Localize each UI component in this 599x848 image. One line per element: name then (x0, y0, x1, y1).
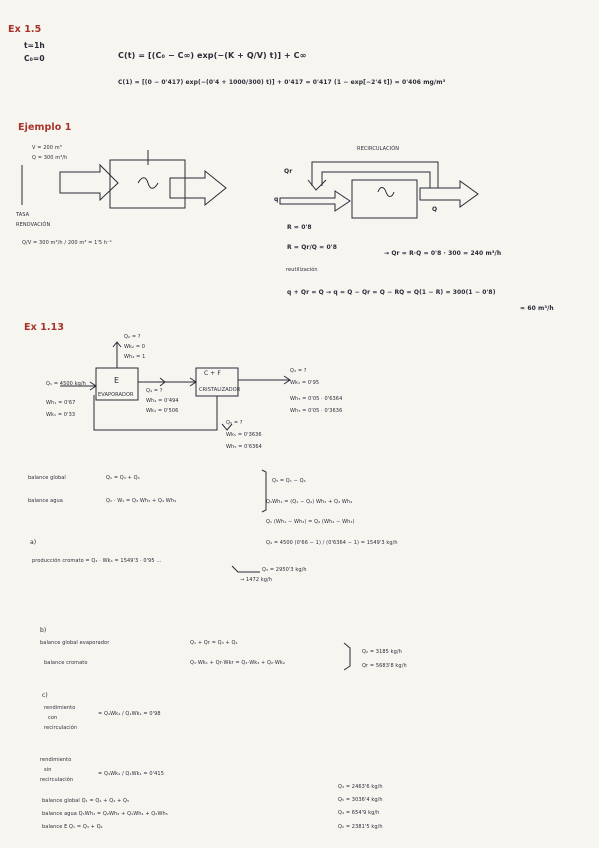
recirc-arrowhead (308, 180, 326, 190)
right-eq-3: Q₁ (Wh₁ − Wh₃) = Q₄ (Wh₄ − Wh₃) (266, 519, 355, 525)
c-con-label: con (48, 715, 58, 721)
d-result-4: Q₂ = 2381'5 kg/h (338, 824, 383, 830)
wh3-label-a: Wh₃ = 0'05 · 0'6364 (290, 396, 343, 402)
given-c0: C₀=0 (24, 54, 45, 63)
inlet-arrow (60, 165, 118, 200)
d-recirc-label: recirculación (40, 777, 74, 783)
wk2-label: Wk₂ = 0 (124, 344, 146, 350)
wk4-label: Wk₄ = 0'506 (146, 408, 179, 414)
q3-result: Q₃ = 2950'3 kg/h (262, 567, 307, 573)
d-bal-agua: balance agua Q₁Wh₁ = Q₂Wh₂ + Q₄Wh₄ + Q₅Wh₅ (42, 811, 168, 817)
part-a: a) (30, 539, 37, 546)
q1-label: Q₁ = 4500 kg/h (46, 381, 86, 387)
crystallizer-label: CRISTALIZADOR (199, 387, 241, 393)
right-eq-2: Q₁Wh₁ = (Q₁ − Q₄) Wh₃ + Q₄ Wh₄ (266, 499, 353, 505)
qr-calc: → Qr = R·Q = 0'8 · 300 = 240 m³/h (384, 250, 502, 257)
recirc-tank-box (352, 180, 417, 218)
c-rend-eq: = Q₄Wk₄ / Q₁Wk₁ = 0'98 (98, 711, 161, 717)
recirc-stirrer-symbol (378, 188, 394, 197)
evaporator-label: EVAPORADOR (98, 392, 134, 398)
bal-global-eq: Q₁ = Q₃ + Q₄ (106, 475, 140, 481)
d-bal-e: balance E Q₁ = Q₃ + Q₂ (42, 824, 103, 830)
arrow-q3 (232, 566, 260, 572)
part-b: b) (40, 627, 47, 634)
formula-numeric: C(1) = [(0 − 0'417) exp(−(0'4 + 1000/300) t)] + 0'417 = 0'417 (1 − exp[−2'4 t]) = 0'406 mg/m³ (118, 79, 446, 86)
outlet-arrow (170, 171, 226, 205)
right-eq-1: Q₃ = Q₁ − Q₄ (272, 478, 306, 484)
formula-general: C(t) = [(C₀ − C∞) exp(−(K + Q/V) t)] + C∞ (118, 51, 307, 60)
produccion-eq: producción cromato = Q₄ · Wk₄ = 1549'3 · 0'95 ... (32, 558, 162, 564)
r-def: R = Qr/Q = 0'8 (287, 244, 337, 251)
outlet-q-arrow (420, 181, 478, 207)
inlet-q-arrow (280, 191, 350, 211)
label-qr: Qr (284, 168, 293, 175)
c-rend-label: rendimiento (44, 705, 76, 711)
d-bal-global: balance global Q₁ = Q₂ + Q₄ + Q₅ (42, 798, 130, 804)
d-result-2: Q₅ = 3036'4 kg/h (338, 797, 383, 803)
tasa-formula: Q/V = 300 m³/h / 200 m³ = 1'5 h⁻¹ (22, 240, 112, 246)
b-cromato-eq: Q₁·Wk₁ + Qr·Wkr = Q₃·Wk₃ + Q₂·Wk₂ (190, 660, 285, 666)
q4-label: Q₄ = ? (146, 388, 163, 394)
stirrer-symbol (138, 178, 158, 189)
right-eq-4: Q₄ = 4500 (0'66 − 1) / (0'6364 − 1) = 1549'3 kg/h (266, 540, 398, 546)
tank-box (110, 160, 185, 208)
q5-label: Q₅ = ? (226, 420, 243, 426)
b-global-eq: Q₁ + Qr = Q₃ + Q₂ (190, 640, 238, 646)
brace-right-2 (344, 643, 350, 670)
given-t: t=1h (24, 41, 45, 50)
volume-label: V = 200 m³ (32, 145, 62, 151)
heading-ex15: Ex 1.5 (8, 24, 42, 35)
crystallizer-box-label: C + F (204, 370, 221, 377)
label-q-out: Q (432, 206, 438, 213)
bal-agua-label: balance agua (28, 498, 63, 504)
recirc-label: RECIRCULACIÓN (357, 146, 400, 152)
wh1-label: Wh₁ = 0'67 (46, 400, 76, 406)
flow-label: Q = 300 m³/h (32, 155, 68, 161)
d-rend-eq: = Q₄Wk₄ / Q₁Wk₁ = 0'415 (98, 771, 164, 777)
wh5-label: Wh₅ = 0'6364 (226, 444, 262, 450)
reutilizacion-label: reutilización (286, 267, 318, 273)
wk5-label: Wk₅ = 0'3636 (226, 432, 262, 438)
d-result-3: Q₄ = 654'9 kg/h (338, 810, 380, 816)
b-result-1: Q₂ = 3185 kg/h (362, 649, 402, 655)
heading-ejemplo1: Ejemplo 1 (18, 122, 72, 133)
renovacion-label: RENOVACIÓN (16, 222, 51, 228)
label-q-in: q (274, 196, 279, 203)
q3-label: Q₃ = ? (290, 368, 307, 374)
b-global-label: balance global evaporador (40, 640, 110, 646)
heading-ex113: Ex 1.13 (24, 322, 65, 333)
product-arrow (238, 376, 290, 384)
bal-global-label: balance global (28, 475, 66, 481)
b-result-2: Qr = 5683'8 kg/h (362, 663, 407, 669)
part-c: c) (42, 692, 48, 699)
wh3-label-b: Wh₃ = 0'05 · 0'3636 (290, 408, 343, 414)
d-result-1: Q₃ = 2463'6 kg/h (338, 784, 383, 790)
mid-arrowhead (160, 378, 165, 386)
recirc-inner-path (322, 172, 430, 188)
wh4-label: Wh₄ = 0'494 (146, 398, 179, 404)
b-cromato-label: balance cromato (44, 660, 88, 666)
brace-right-1 (262, 470, 266, 512)
d-sin-label: sin (44, 767, 52, 773)
q3-result-2: → 1472 kg/h (240, 577, 273, 583)
q2-label: Q₂ = ? (124, 334, 141, 340)
evaporator-box-label: E (114, 376, 120, 385)
d-rend-label: rendimiento (40, 757, 72, 763)
balance-result: = 60 m³/h (520, 305, 554, 312)
tasa-label: TASA (16, 212, 30, 218)
r-value: R = 0'8 (287, 224, 312, 231)
evap-to-cryst-arrow (138, 378, 196, 386)
balance-eq: q + Qr = Q → q = Q − Qr = Q − RQ = Q(1 − R) = 300(1 − 0'8) (287, 289, 496, 296)
recirc-outer-path (312, 162, 438, 188)
wh2-label: Wh₂ = 1 (124, 354, 146, 360)
bal-agua-eq: Q₁ · W₁ = Q₃ Wh₃ + Q₄ Wh₄ (106, 498, 177, 504)
c-recirc-label: recirculación (44, 725, 78, 731)
wk1-label: Wk₁ = 0'33 (46, 412, 76, 418)
wk3-label: Wk₃ = 0'95 (290, 380, 320, 386)
vapor-arrow (113, 342, 121, 368)
